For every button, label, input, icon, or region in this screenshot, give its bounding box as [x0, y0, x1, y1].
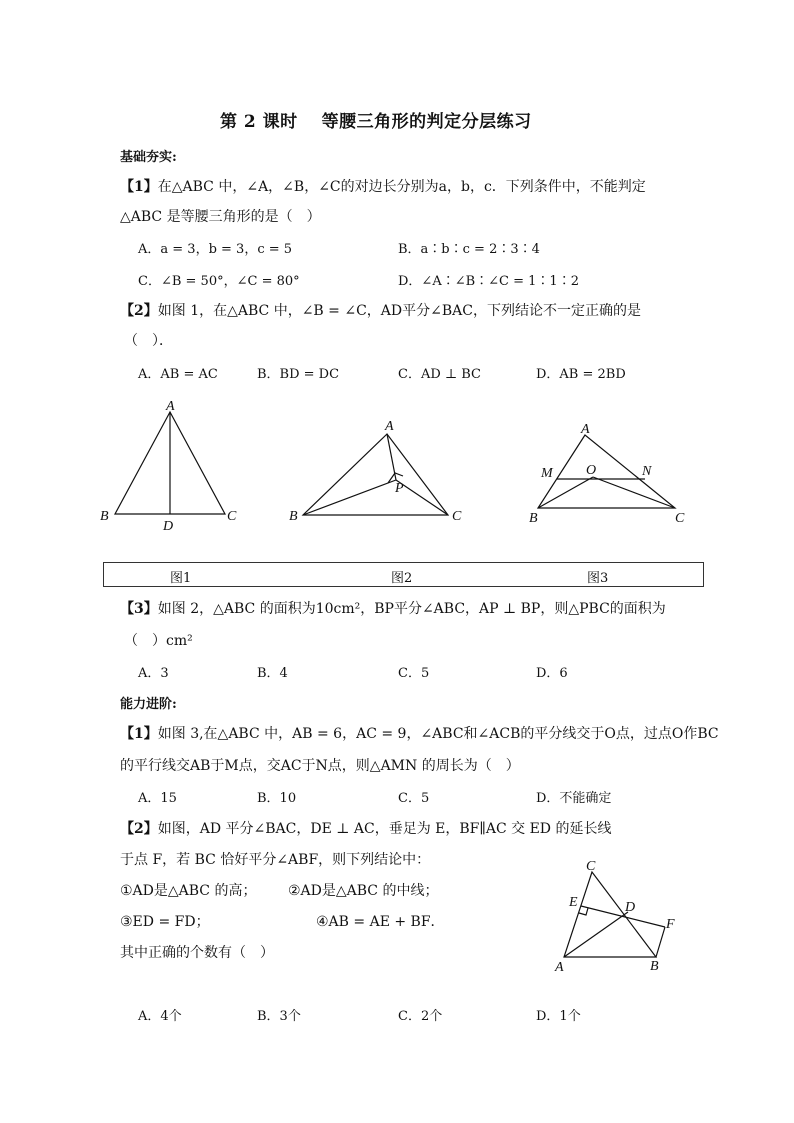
question-3-option-d: D．6	[536, 666, 568, 681]
advanced-2-statement-3: ③ED = FD；	[120, 914, 210, 930]
caption-figure-1: 图1	[170, 571, 192, 586]
fig3-label-n: N	[642, 464, 652, 479]
advanced-2-statement-4: ④AB = AE + BF．	[316, 914, 445, 930]
advanced-2-stem: 如图，AD 平分∠BAC，DE ⊥ AC，垂足为 E，BF∥AC 交 ED 的延长线	[157, 821, 612, 837]
figure-1-isosceles-triangle	[95, 392, 255, 532]
question-1-option-c: C．∠B = 50°，∠C = 80°	[138, 274, 300, 289]
advanced-1-line-1	[120, 723, 719, 743]
advanced-2-number: 【2】	[120, 821, 158, 837]
fig4-label-e: E	[569, 895, 578, 910]
question-3-option-b: B．4	[257, 666, 288, 681]
fig2-segment-pc	[396, 480, 448, 515]
caption-figure-3: 图3	[587, 571, 609, 586]
fig3-segment-oc	[593, 477, 675, 508]
section-heading-advanced: 能力进阶:	[120, 697, 177, 712]
question-2-option-c: C．AD ⊥ BC	[398, 367, 481, 382]
question-3-option-a: A．3	[138, 666, 169, 681]
question-3-line-1	[120, 598, 666, 618]
fig1-label-c: C	[227, 509, 237, 524]
advanced-2-option-a: A．4个	[138, 1009, 182, 1024]
section-heading-basic: 基础夯实:	[120, 150, 177, 165]
advanced-2-line-2: 于点 F，若 BC 恰好平分∠ABF，则下列结论中：	[120, 852, 431, 868]
question-3-number: 【3】	[120, 601, 158, 617]
question-3-option-c: C．5	[398, 666, 430, 681]
fig3-segment-bo	[538, 477, 593, 508]
question-1-number: 【1】	[120, 179, 158, 195]
advanced-2-line-1	[120, 818, 611, 838]
fig2-segment-bp	[303, 480, 396, 515]
question-1-line-1	[120, 176, 646, 196]
figure-4-bisector-parallel	[550, 856, 690, 976]
fig3-label-b: B	[529, 511, 538, 526]
fig4-segment-ad	[564, 912, 628, 957]
page-title: 第 2 课时 等腰三角形的判定分层练习	[220, 112, 532, 132]
fig4-label-c: C	[586, 859, 596, 874]
advanced-2-option-c: C．2个	[398, 1009, 443, 1024]
question-3-line-2: （ ）cm²	[124, 633, 193, 649]
question-1-option-a: A．a = 3，b = 3，c = 5	[138, 242, 293, 257]
question-2-number: 【2】	[120, 303, 158, 319]
fig4-label-f: F	[666, 917, 675, 932]
question-3-stem: 如图 2，△ABC 的面积为10cm²，BP平分∠ABC，AP ⊥ BP，则△PBC的面积为	[157, 601, 666, 617]
advanced-2-statement-2: ②AD是△ABC 的中线；	[288, 883, 439, 899]
advanced-1-option-c: C．5	[398, 791, 430, 806]
advanced-1-stem: 如图 3,在△ABC 中，AB = 6，AC = 9，∠ABC和∠ACB的平分线交于O点，过点O作BC	[157, 726, 719, 742]
advanced-2-option-d: D．1个	[536, 1009, 581, 1024]
fig4-segment-ef	[581, 906, 665, 927]
advanced-1-option-a: A．15	[138, 791, 177, 806]
fig4-label-b: B	[650, 959, 659, 974]
fig4-label-d: D	[625, 900, 636, 915]
advanced-1-number: 【1】	[120, 726, 158, 742]
figure-3-triangle-parallel-line	[525, 418, 700, 530]
fig3-label-c: C	[675, 511, 685, 526]
question-2-stem: 如图 1，在△ABC 中，∠B = ∠C，AD平分∠BAC，下列结论不一定正确的是	[157, 303, 641, 319]
fig2-label-a: A	[385, 419, 394, 434]
fig1-label-a: A	[166, 399, 175, 414]
fig4-label-a: A	[555, 960, 564, 975]
fig2-label-c: C	[452, 509, 462, 524]
fig3-label-a: A	[581, 422, 590, 437]
fig4-segment-bf	[656, 927, 665, 957]
question-2-line-2: （ ）．	[124, 333, 173, 349]
figure-caption-row	[103, 562, 704, 587]
advanced-2-statement-1: ①AD是△ABC 的高；	[120, 883, 257, 899]
question-1-stem: 在△ABC 中，∠A，∠B，∠C的对边长分别为a，b，c．下列条件中，不能判定	[157, 179, 646, 195]
fig2-label-b: B	[289, 509, 298, 524]
question-1-option-b: B．a∶b∶c = 2∶3∶4	[398, 242, 540, 257]
fig4-triangle-abc	[564, 872, 656, 957]
fig1-label-d: D	[163, 519, 174, 532]
fig2-label-p: P	[395, 481, 404, 496]
fig1-label-b: B	[100, 509, 109, 524]
question-2-option-b: B．BD = DC	[257, 367, 340, 382]
question-2-option-a: A．AB = AC	[138, 367, 218, 382]
question-2-line-1	[120, 300, 641, 320]
advanced-1-line-2: 的平行线交AB于M点，交AC于N点，则△AMN 的周长为（ ）	[120, 758, 520, 774]
question-2-option-d: D．AB = 2BD	[536, 367, 626, 382]
advanced-1-option-b: B．10	[257, 791, 297, 806]
figure-2-triangle-with-bisector	[285, 412, 470, 527]
fig3-label-m: M	[541, 466, 553, 481]
question-1-option-d: D．∠A∶∠B∶∠C = 1∶1∶2	[398, 274, 579, 289]
fig3-label-o: O	[586, 463, 597, 478]
caption-figure-2: 图2	[391, 571, 413, 586]
question-1-line-2: △ABC 是等腰三角形的是（ ）	[120, 209, 321, 225]
advanced-1-option-d: D．不能确定	[536, 791, 612, 806]
advanced-2-option-b: B．3个	[257, 1009, 301, 1024]
advanced-2-line-3: 其中正确的个数有（ ）	[120, 945, 274, 961]
fig2-triangle-abc	[303, 434, 448, 515]
